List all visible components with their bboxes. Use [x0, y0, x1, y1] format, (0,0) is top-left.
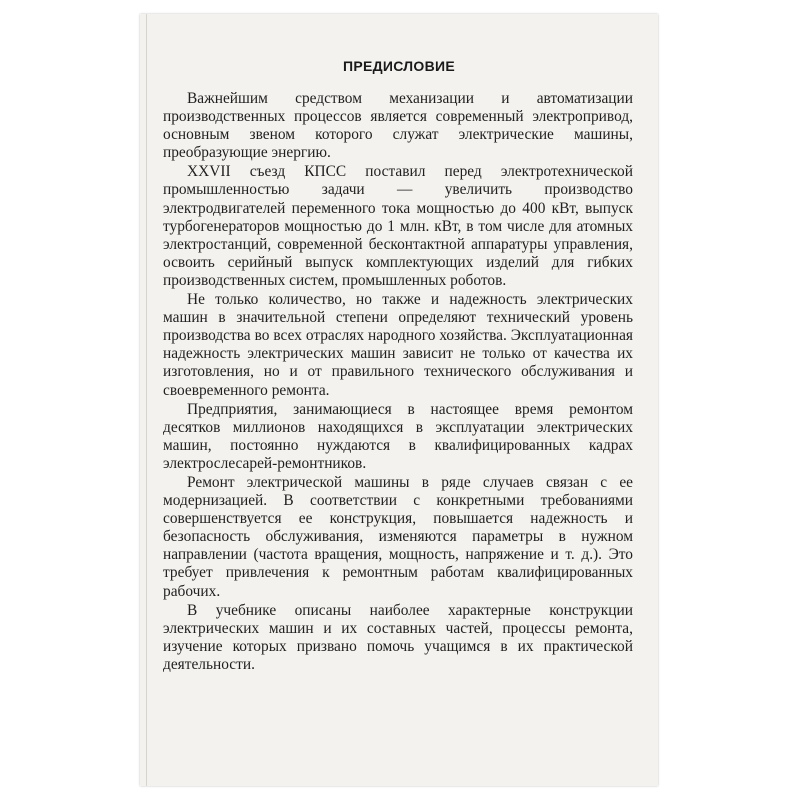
paragraph: В учебнике описаны наиболее характерные конструкции электрических машин и их составных частей, процессы ремонта, изучение которых призвано помочь учащимся в их практической деятельности.: [163, 601, 633, 673]
body-text: [163, 90, 633, 675]
paragraph: XXVII съезд КПСС поставил перед электротехнической промышленностью задачи — увеличить производство электродвигателей переменного тока мощностью до 400 кВт, выпуск турбогенераторов мощностью до 1 млн. кВт, в том числе для атомных электростанций, современной бесконтактной аппаратуры управления, освоить серийный выпуск комплектующих изделий для гибких производственных систем, промышленных роботов.: [163, 163, 633, 289]
paragraph: Важнейшим средством механизации и автоматизации производственных процессов является современный электропривод, основным звеном которого служат электрические машины, преобразующие энергию.: [163, 90, 633, 162]
page-title: ПРЕДИСЛОВИЕ: [342, 58, 456, 74]
paragraph: Не только количество, но также и надежность электрических машин в значительной степени определяют технический уровень производства во всех отраслях народного хозяйства. Эксплуатационная надежность электрических машин зависит не только от качества их изготовления, но и от правильного технического обслуживания и своевременного ремонта.: [163, 291, 633, 399]
paragraph: Ремонт электрической машины в ряде случаев связан с ее модернизацией. В соответствии с конкретными требованиями совершенствуется ее конструкция, повышается надежность и безопасность обслуживания, изменяются параметры в нужном направлении (частота вращения, мощность, напряжение и т. д.). Это требует привлечения к ремонтным работам квалифицированных рабочих.: [163, 473, 633, 600]
book-page: [140, 14, 658, 786]
paragraph: Предприятия, занимающиеся в настоящее время ремонтом десятков миллионов находящихся в эксплуатации электрических машин, постоянно нуждаются в квалифицированных кадрах электрослесарей-ремонтников.: [163, 400, 633, 472]
page-edge: [146, 14, 147, 786]
